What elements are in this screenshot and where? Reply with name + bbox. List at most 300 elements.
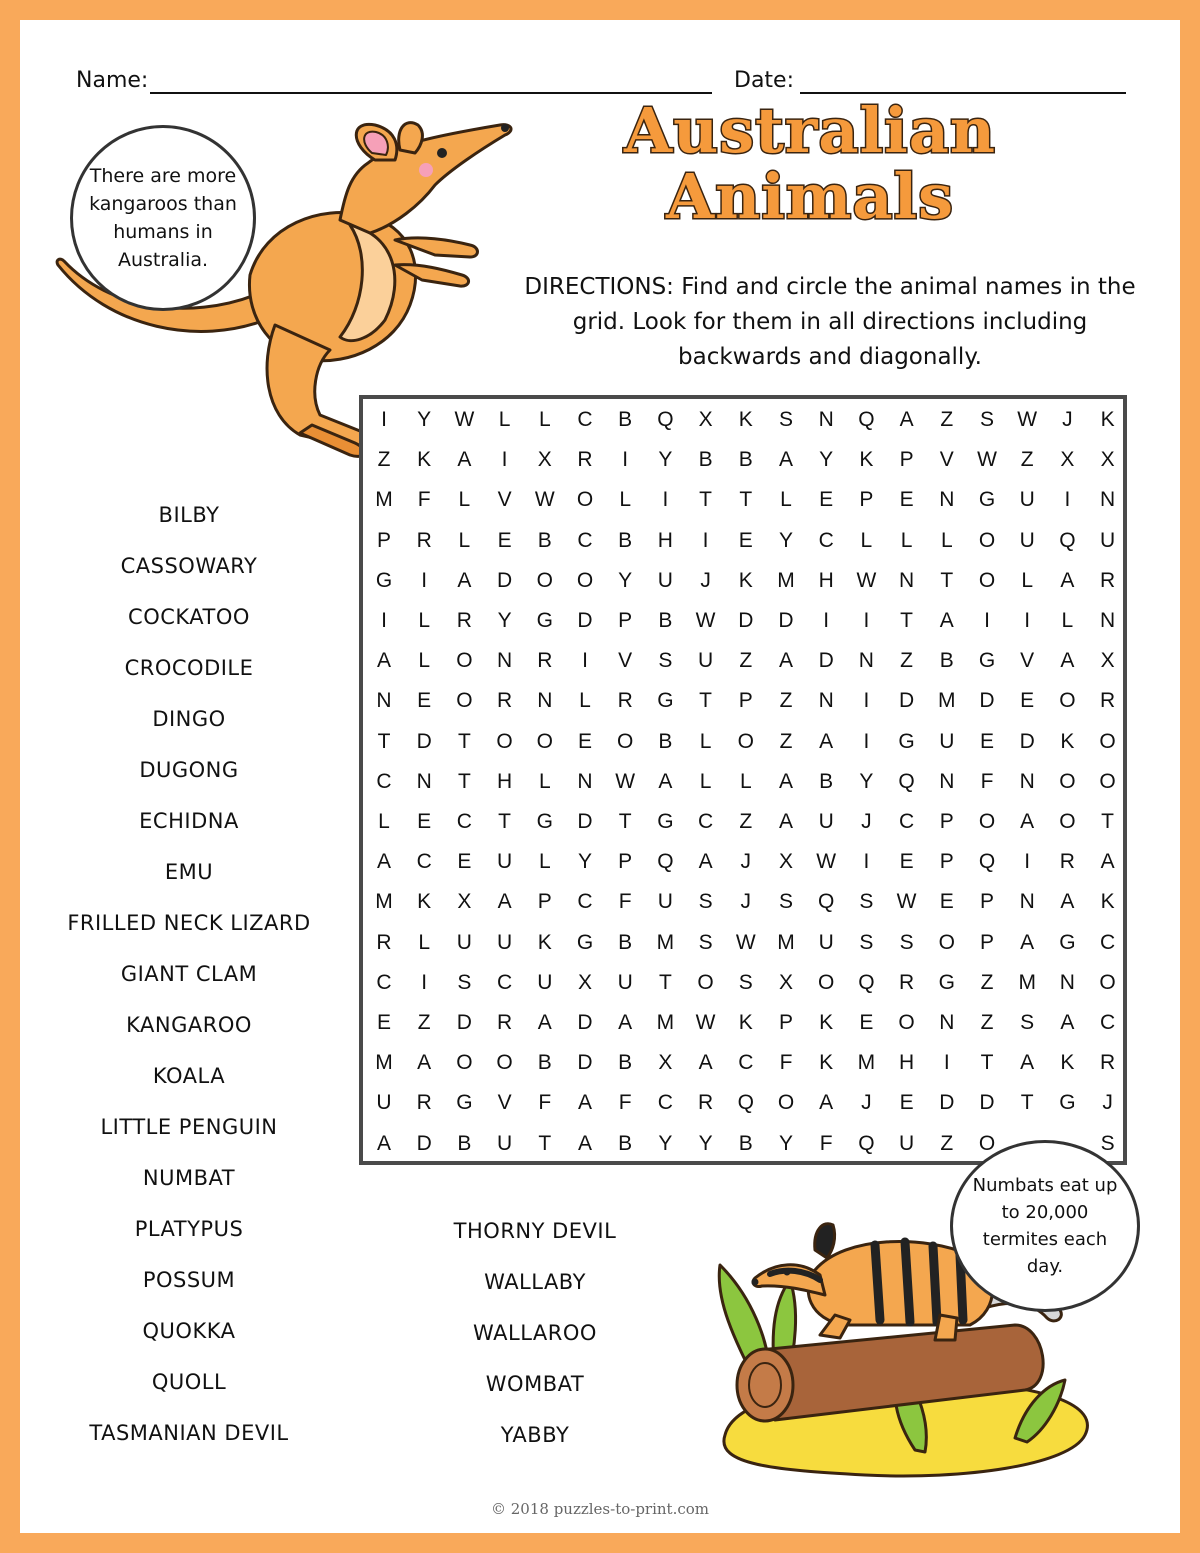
grid-letter[interactable]: E bbox=[979, 729, 994, 753]
grid-letter[interactable]: Y bbox=[778, 1131, 793, 1155]
grid-letter[interactable]: C bbox=[577, 890, 593, 914]
grid-letter[interactable]: O bbox=[536, 568, 553, 592]
grid-letter[interactable]: Z bbox=[739, 649, 753, 673]
grid-letter[interactable]: J bbox=[1062, 408, 1073, 431]
grid-letter[interactable]: M bbox=[857, 1051, 876, 1075]
grid-letter[interactable]: S bbox=[778, 890, 793, 914]
grid-letter[interactable]: U bbox=[617, 970, 633, 994]
grid-letter[interactable]: E bbox=[417, 810, 432, 833]
grid-letter[interactable]: I bbox=[622, 448, 629, 472]
grid-letter[interactable]: A bbox=[497, 890, 512, 914]
grid-letter[interactable]: N bbox=[939, 1011, 955, 1034]
grid-letter[interactable]: A bbox=[1060, 890, 1075, 914]
grid-letter[interactable]: E bbox=[899, 488, 914, 512]
grid-letter[interactable]: K bbox=[738, 568, 753, 592]
grid-letter[interactable]: S bbox=[698, 930, 713, 954]
grid-letter[interactable]: L bbox=[1061, 609, 1074, 632]
grid-letter[interactable]: I bbox=[662, 488, 669, 512]
grid-letter[interactable]: O bbox=[456, 1051, 473, 1075]
grid-letter[interactable]: N bbox=[1019, 769, 1035, 793]
grid-letter[interactable]: X bbox=[698, 408, 713, 431]
grid-letter[interactable]: L bbox=[699, 729, 712, 753]
grid-letter[interactable]: K bbox=[819, 1051, 834, 1075]
grid-letter[interactable]: Y bbox=[417, 408, 432, 431]
grid-letter[interactable]: O bbox=[1059, 810, 1076, 833]
grid-letter[interactable]: B bbox=[457, 1131, 472, 1155]
grid-letter[interactable]: D bbox=[416, 1131, 432, 1155]
grid-letter[interactable]: A bbox=[778, 448, 793, 472]
grid-letter[interactable]: Q bbox=[657, 850, 674, 874]
grid-letter[interactable]: E bbox=[738, 528, 753, 552]
grid-letter[interactable]: Y bbox=[698, 1131, 713, 1155]
grid-letter[interactable]: I bbox=[823, 609, 830, 632]
grid-letter[interactable]: B bbox=[618, 1051, 633, 1075]
grid-letter[interactable]: D bbox=[979, 1091, 995, 1115]
grid-letter[interactable]: T bbox=[699, 488, 712, 512]
grid-letter[interactable]: A bbox=[1100, 850, 1115, 874]
grid-letter[interactable]: O bbox=[576, 488, 594, 512]
grid-letter[interactable]: I bbox=[863, 729, 870, 753]
grid-letter[interactable]: Z bbox=[779, 729, 793, 753]
grid-letter[interactable]: O bbox=[1099, 970, 1116, 994]
grid-letter[interactable]: Q bbox=[818, 890, 835, 914]
grid-letter[interactable]: X bbox=[658, 1051, 673, 1075]
grid-letter[interactable]: E bbox=[939, 890, 954, 914]
grid-letter[interactable]: F bbox=[618, 1091, 632, 1115]
grid-letter[interactable]: Q bbox=[898, 769, 915, 793]
grid-letter[interactable]: R bbox=[497, 1011, 513, 1034]
grid-letter[interactable]: E bbox=[417, 689, 432, 713]
grid-letter[interactable]: E bbox=[457, 850, 472, 874]
grid-letter[interactable]: P bbox=[778, 1011, 793, 1034]
grid-letter[interactable]: X bbox=[1100, 649, 1115, 673]
grid-letter[interactable]: I bbox=[1024, 609, 1031, 632]
grid-letter[interactable]: W bbox=[1017, 408, 1038, 431]
grid-letter[interactable]: X bbox=[778, 850, 793, 874]
grid-letter[interactable]: O bbox=[576, 568, 594, 592]
grid-letter[interactable]: G bbox=[1059, 1091, 1076, 1115]
grid-letter[interactable]: A bbox=[698, 850, 713, 874]
grid-letter[interactable]: U bbox=[497, 850, 513, 874]
grid-letter[interactable]: G bbox=[576, 930, 594, 954]
grid-letter[interactable]: U bbox=[537, 970, 553, 994]
grid-letter[interactable]: U bbox=[497, 930, 513, 954]
grid-letter[interactable]: L bbox=[739, 769, 752, 793]
grid-letter[interactable]: Y bbox=[859, 769, 874, 793]
grid-letter[interactable]: R bbox=[1059, 850, 1075, 874]
grid-letter[interactable]: E bbox=[819, 488, 834, 512]
grid-letter[interactable]: S bbox=[1020, 1011, 1035, 1034]
grid-letter[interactable]: X bbox=[457, 890, 472, 914]
grid-letter[interactable]: D bbox=[979, 689, 995, 713]
grid-letter[interactable]: B bbox=[618, 930, 633, 954]
grid-letter[interactable]: S bbox=[778, 408, 793, 431]
grid-letter[interactable]: R bbox=[376, 930, 392, 954]
grid-letter[interactable]: D bbox=[778, 609, 794, 632]
grid-letter[interactable]: S bbox=[859, 930, 874, 954]
grid-letter[interactable]: C bbox=[497, 970, 513, 994]
grid-letter[interactable]: O bbox=[818, 970, 835, 994]
grid-letter[interactable]: T bbox=[739, 488, 753, 512]
grid-letter[interactable]: Y bbox=[658, 448, 673, 472]
grid-letter[interactable]: L bbox=[538, 769, 551, 793]
grid-letter[interactable]: Z bbox=[779, 689, 793, 713]
grid-letter[interactable]: B bbox=[738, 448, 753, 472]
grid-letter[interactable]: I bbox=[984, 609, 990, 632]
grid-letter[interactable]: J bbox=[1102, 1091, 1113, 1115]
grid-letter[interactable]: F bbox=[779, 1051, 793, 1075]
grid-letter[interactable]: R bbox=[577, 448, 593, 472]
grid-letter[interactable]: X bbox=[537, 448, 552, 472]
grid-letter[interactable]: Q bbox=[978, 850, 996, 874]
grid-letter[interactable]: X bbox=[778, 970, 793, 994]
grid-letter[interactable]: P bbox=[738, 689, 753, 713]
grid-letter[interactable]: R bbox=[537, 649, 553, 673]
grid-letter[interactable]: M bbox=[938, 689, 956, 713]
grid-letter[interactable]: W bbox=[816, 850, 837, 874]
grid-letter[interactable]: O bbox=[978, 568, 996, 592]
grid-letter[interactable]: N bbox=[1100, 488, 1116, 512]
grid-letter[interactable]: V bbox=[618, 649, 633, 673]
grid-letter[interactable]: M bbox=[656, 1011, 675, 1034]
grid-letter[interactable]: E bbox=[899, 1091, 914, 1115]
grid-letter[interactable]: K bbox=[1060, 1051, 1075, 1075]
grid-letter[interactable]: K bbox=[1060, 729, 1075, 753]
grid-letter[interactable]: I bbox=[501, 448, 508, 472]
grid-letter[interactable]: C bbox=[577, 408, 593, 431]
grid-letter[interactable]: A bbox=[376, 850, 391, 874]
grid-letter[interactable]: T bbox=[1101, 810, 1114, 833]
grid-letter[interactable]: H bbox=[899, 1051, 915, 1075]
grid-letter[interactable]: B bbox=[618, 408, 633, 431]
grid-letter[interactable]: C bbox=[899, 810, 915, 833]
grid-letter[interactable]: D bbox=[899, 689, 915, 713]
grid-letter[interactable]: U bbox=[1019, 488, 1035, 512]
grid-letter[interactable]: M bbox=[777, 568, 795, 592]
grid-letter[interactable]: N bbox=[1059, 970, 1075, 994]
grid-letter[interactable]: M bbox=[375, 1051, 393, 1075]
grid-letter[interactable]: R bbox=[497, 689, 513, 713]
grid-letter[interactable]: K bbox=[537, 930, 552, 954]
grid-letter[interactable]: C bbox=[738, 1051, 754, 1075]
grid-letter[interactable]: N bbox=[818, 689, 834, 713]
grid-letter[interactable]: K bbox=[1100, 408, 1115, 431]
grid-letter[interactable]: I bbox=[1024, 850, 1031, 874]
grid-letter[interactable]: A bbox=[1060, 1011, 1075, 1034]
grid-letter[interactable]: Y bbox=[618, 568, 633, 592]
grid-letter[interactable]: M bbox=[375, 890, 393, 914]
grid-letter[interactable]: O bbox=[898, 1011, 915, 1034]
grid-letter[interactable]: U bbox=[1100, 528, 1116, 552]
grid-letter[interactable]: D bbox=[1019, 729, 1035, 753]
grid-letter[interactable]: W bbox=[534, 488, 555, 512]
grid-letter[interactable]: A bbox=[457, 568, 472, 592]
grid-letter[interactable]: N bbox=[939, 488, 955, 512]
grid-letter[interactable]: I bbox=[702, 528, 709, 552]
grid-letter[interactable]: G bbox=[375, 568, 393, 592]
grid-letter[interactable]: L bbox=[940, 528, 953, 552]
grid-letter[interactable]: J bbox=[861, 1091, 872, 1115]
grid-letter[interactable]: R bbox=[1100, 1051, 1116, 1075]
grid-letter[interactable]: A bbox=[1020, 810, 1035, 833]
grid-letter[interactable]: K bbox=[1100, 890, 1115, 914]
grid-letter[interactable]: T bbox=[377, 729, 391, 753]
grid-letter[interactable]: Y bbox=[577, 850, 592, 874]
grid-letter[interactable]: V bbox=[1020, 649, 1035, 673]
grid-letter[interactable]: K bbox=[819, 1011, 834, 1034]
grid-letter[interactable]: N bbox=[858, 649, 874, 673]
grid-letter[interactable]: L bbox=[900, 528, 913, 552]
grid-letter[interactable]: X bbox=[1060, 448, 1075, 472]
grid-letter[interactable]: B bbox=[618, 528, 633, 552]
grid-letter[interactable]: T bbox=[699, 689, 712, 713]
grid-letter[interactable]: Y bbox=[778, 528, 793, 552]
grid-letter[interactable]: P bbox=[979, 930, 994, 954]
grid-letter[interactable]: Y bbox=[658, 1131, 673, 1155]
grid-letter[interactable]: T bbox=[980, 1051, 994, 1075]
grid-letter[interactable]: C bbox=[657, 1091, 673, 1115]
grid-letter[interactable]: I bbox=[421, 568, 428, 592]
grid-letter[interactable]: Q bbox=[1059, 528, 1076, 552]
grid-letter[interactable]: E bbox=[859, 1011, 874, 1034]
grid-letter[interactable]: G bbox=[456, 1091, 473, 1115]
grid-letter[interactable]: C bbox=[376, 769, 392, 793]
grid-letter[interactable]: G bbox=[657, 689, 674, 713]
grid-letter[interactable]: U bbox=[376, 1091, 392, 1115]
grid-letter[interactable]: O bbox=[978, 810, 996, 833]
grid-letter[interactable]: D bbox=[577, 1051, 593, 1075]
grid-letter[interactable]: A bbox=[899, 408, 914, 431]
grid-letter[interactable]: R bbox=[1100, 689, 1116, 713]
grid-letter[interactable]: W bbox=[896, 890, 917, 914]
grid-letter[interactable]: U bbox=[698, 649, 714, 673]
grid-letter[interactable]: O bbox=[1059, 689, 1076, 713]
grid-letter[interactable]: A bbox=[1020, 1051, 1035, 1075]
grid-letter[interactable]: X bbox=[1100, 448, 1115, 472]
grid-letter[interactable]: D bbox=[456, 1011, 472, 1034]
grid-letter[interactable]: P bbox=[376, 528, 391, 552]
grid-letter[interactable]: B bbox=[939, 649, 954, 673]
grid-letter[interactable]: C bbox=[456, 810, 472, 833]
grid-letter[interactable]: C bbox=[577, 528, 593, 552]
grid-letter[interactable]: O bbox=[1059, 769, 1076, 793]
grid-letter[interactable]: D bbox=[577, 609, 593, 632]
grid-letter[interactable]: T bbox=[900, 609, 913, 632]
grid-letter[interactable]: A bbox=[537, 1011, 552, 1034]
grid-letter[interactable]: U bbox=[939, 729, 955, 753]
grid-letter[interactable]: I bbox=[863, 850, 870, 874]
grid-letter[interactable]: G bbox=[978, 488, 996, 512]
grid-letter[interactable]: T bbox=[940, 568, 954, 592]
grid-letter[interactable]: A bbox=[819, 729, 834, 753]
grid-letter[interactable]: Q bbox=[858, 408, 875, 431]
grid-letter[interactable]: F bbox=[417, 488, 431, 512]
grid-letter[interactable]: G bbox=[978, 649, 996, 673]
grid-letter[interactable]: S bbox=[1100, 1131, 1115, 1155]
grid-letter[interactable]: F bbox=[538, 1091, 552, 1115]
grid-letter[interactable]: T bbox=[538, 1131, 552, 1155]
grid-letter[interactable]: S bbox=[457, 970, 472, 994]
grid-letter[interactable]: T bbox=[498, 810, 511, 833]
grid-letter[interactable]: J bbox=[740, 890, 752, 914]
grid-letter[interactable]: I bbox=[1064, 488, 1071, 512]
grid-letter[interactable]: W bbox=[615, 769, 636, 793]
grid-letter[interactable]: C bbox=[376, 970, 392, 994]
grid-letter[interactable]: I bbox=[863, 609, 870, 632]
grid-letter[interactable]: S bbox=[859, 890, 874, 914]
grid-letter[interactable]: O bbox=[456, 689, 473, 713]
grid-letter[interactable]: D bbox=[818, 649, 834, 673]
grid-letter[interactable]: N bbox=[416, 769, 432, 793]
grid-letter[interactable]: P bbox=[939, 810, 954, 833]
grid-letter[interactable]: Z bbox=[980, 1011, 994, 1034]
grid-letter[interactable]: D bbox=[577, 810, 593, 833]
grid-letter[interactable]: R bbox=[416, 1091, 432, 1115]
grid-letter[interactable]: C bbox=[818, 528, 834, 552]
grid-letter[interactable]: B bbox=[658, 729, 673, 753]
grid-letter[interactable]: O bbox=[938, 930, 955, 954]
grid-letter[interactable]: O bbox=[456, 649, 473, 673]
grid-letter[interactable]: U bbox=[657, 568, 673, 592]
grid-letter[interactable]: R bbox=[698, 1091, 714, 1115]
grid-letter[interactable]: E bbox=[577, 729, 592, 753]
grid-letter[interactable]: N bbox=[1019, 890, 1035, 914]
grid-letter[interactable]: O bbox=[496, 1051, 513, 1075]
grid-letter[interactable]: M bbox=[777, 930, 795, 954]
grid-letter[interactable]: N bbox=[577, 769, 593, 793]
grid-letter[interactable]: N bbox=[537, 689, 553, 713]
grid-letter[interactable]: D bbox=[497, 568, 513, 592]
grid-letter[interactable]: Q bbox=[657, 408, 674, 431]
grid-letter[interactable]: Z bbox=[980, 970, 994, 994]
grid-letter[interactable]: D bbox=[939, 1091, 955, 1115]
grid-letter[interactable]: W bbox=[454, 408, 475, 431]
grid-letter[interactable]: Y bbox=[497, 609, 512, 632]
grid-letter[interactable]: E bbox=[376, 1011, 391, 1034]
grid-letter[interactable]: N bbox=[497, 649, 513, 673]
grid-letter[interactable]: S bbox=[698, 890, 713, 914]
grid-letter[interactable]: G bbox=[1059, 930, 1076, 954]
grid-letter[interactable]: R bbox=[416, 528, 432, 552]
grid-letter[interactable]: L bbox=[458, 488, 471, 512]
grid-letter[interactable]: U bbox=[497, 1131, 513, 1155]
grid-letter[interactable]: E bbox=[497, 528, 512, 552]
grid-letter[interactable]: B bbox=[698, 448, 713, 472]
grid-letter[interactable]: M bbox=[656, 930, 675, 954]
grid-letter[interactable]: Z bbox=[900, 649, 913, 673]
grid-letter[interactable]: P bbox=[939, 850, 954, 874]
grid-letter[interactable]: I bbox=[582, 649, 588, 673]
grid-letter[interactable]: B bbox=[819, 769, 834, 793]
grid-letter[interactable]: W bbox=[977, 448, 997, 472]
grid-letter[interactable]: U bbox=[456, 930, 472, 954]
grid-letter[interactable]: E bbox=[899, 850, 914, 874]
grid-letter[interactable]: A bbox=[778, 649, 793, 673]
grid-letter[interactable]: G bbox=[536, 609, 553, 632]
grid-letter[interactable]: R bbox=[456, 609, 472, 632]
grid-letter[interactable]: U bbox=[818, 930, 834, 954]
grid-letter[interactable]: L bbox=[458, 528, 471, 552]
grid-letter[interactable]: P bbox=[859, 488, 874, 512]
grid-letter[interactable]: E bbox=[1020, 689, 1035, 713]
grid-letter[interactable]: O bbox=[1099, 769, 1116, 793]
grid-letter[interactable]: P bbox=[537, 890, 552, 914]
grid-letter[interactable]: K bbox=[738, 1011, 753, 1034]
grid-letter[interactable]: L bbox=[418, 930, 431, 954]
grid-letter[interactable]: T bbox=[658, 970, 672, 994]
grid-letter[interactable]: F bbox=[618, 890, 632, 914]
grid-letter[interactable]: K bbox=[859, 448, 874, 472]
grid-letter[interactable]: P bbox=[618, 850, 633, 874]
grid-letter[interactable]: D bbox=[416, 729, 432, 753]
grid-letter[interactable]: S bbox=[738, 970, 753, 994]
grid-letter[interactable]: W bbox=[695, 1011, 716, 1034]
grid-letter[interactable]: O bbox=[1099, 729, 1116, 753]
grid-letter[interactable]: Z bbox=[1020, 448, 1034, 472]
grid-letter[interactable]: N bbox=[899, 568, 915, 592]
grid-letter[interactable]: W bbox=[735, 930, 756, 954]
grid-letter[interactable]: Q bbox=[858, 1131, 875, 1155]
grid-letter[interactable]: V bbox=[497, 1091, 512, 1115]
grid-letter[interactable]: Y bbox=[819, 448, 834, 472]
grid-letter[interactable]: V bbox=[939, 448, 954, 472]
grid-letter[interactable]: P bbox=[618, 609, 633, 632]
grid-letter[interactable]: U bbox=[1019, 528, 1035, 552]
grid-letter[interactable]: O bbox=[697, 970, 714, 994]
grid-letter[interactable]: B bbox=[537, 528, 552, 552]
grid-letter[interactable]: L bbox=[579, 689, 591, 713]
grid-letter[interactable]: L bbox=[538, 850, 551, 874]
grid-letter[interactable]: A bbox=[618, 1011, 633, 1034]
grid-letter[interactable]: I bbox=[381, 408, 387, 431]
grid-letter[interactable]: K bbox=[417, 890, 432, 914]
grid-letter[interactable]: J bbox=[861, 810, 872, 833]
grid-letter[interactable]: Z bbox=[377, 448, 391, 472]
grid-letter[interactable]: L bbox=[699, 769, 712, 793]
grid-letter[interactable]: M bbox=[1018, 970, 1036, 994]
grid-letter[interactable]: A bbox=[658, 769, 673, 793]
grid-letter[interactable]: K bbox=[738, 408, 753, 431]
grid-letter[interactable]: O bbox=[978, 1131, 996, 1155]
grid-letter[interactable]: Z bbox=[417, 1011, 431, 1034]
grid-letter[interactable]: D bbox=[738, 609, 754, 632]
grid-letter[interactable]: N bbox=[376, 689, 392, 713]
grid-letter[interactable]: T bbox=[1020, 1091, 1034, 1115]
grid-letter[interactable]: B bbox=[738, 1131, 753, 1155]
grid-letter[interactable]: U bbox=[818, 810, 834, 833]
grid-letter[interactable]: T bbox=[457, 729, 471, 753]
grid-letter[interactable]: A bbox=[577, 1091, 592, 1115]
grid-letter[interactable]: U bbox=[899, 1131, 915, 1155]
grid-letter[interactable]: L bbox=[780, 488, 792, 512]
grid-letter[interactable]: X bbox=[577, 970, 592, 994]
grid-letter[interactable]: O bbox=[777, 1091, 795, 1115]
grid-letter[interactable]: A bbox=[417, 1051, 432, 1075]
grid-letter[interactable]: H bbox=[657, 528, 673, 552]
grid-letter[interactable]: I bbox=[863, 689, 870, 713]
grid-letter[interactable]: R bbox=[617, 689, 633, 713]
grid-letter[interactable]: J bbox=[700, 568, 711, 592]
grid-letter[interactable]: I bbox=[943, 1051, 950, 1075]
grid-letter[interactable]: F bbox=[980, 769, 994, 793]
grid-letter[interactable]: T bbox=[618, 810, 632, 833]
grid-letter[interactable]: P bbox=[979, 890, 994, 914]
grid-letter[interactable]: S bbox=[899, 930, 914, 954]
grid-letter[interactable]: C bbox=[698, 810, 714, 833]
grid-letter[interactable]: R bbox=[899, 970, 915, 994]
grid-letter[interactable]: L bbox=[619, 488, 632, 512]
grid-letter[interactable]: L bbox=[860, 528, 873, 552]
